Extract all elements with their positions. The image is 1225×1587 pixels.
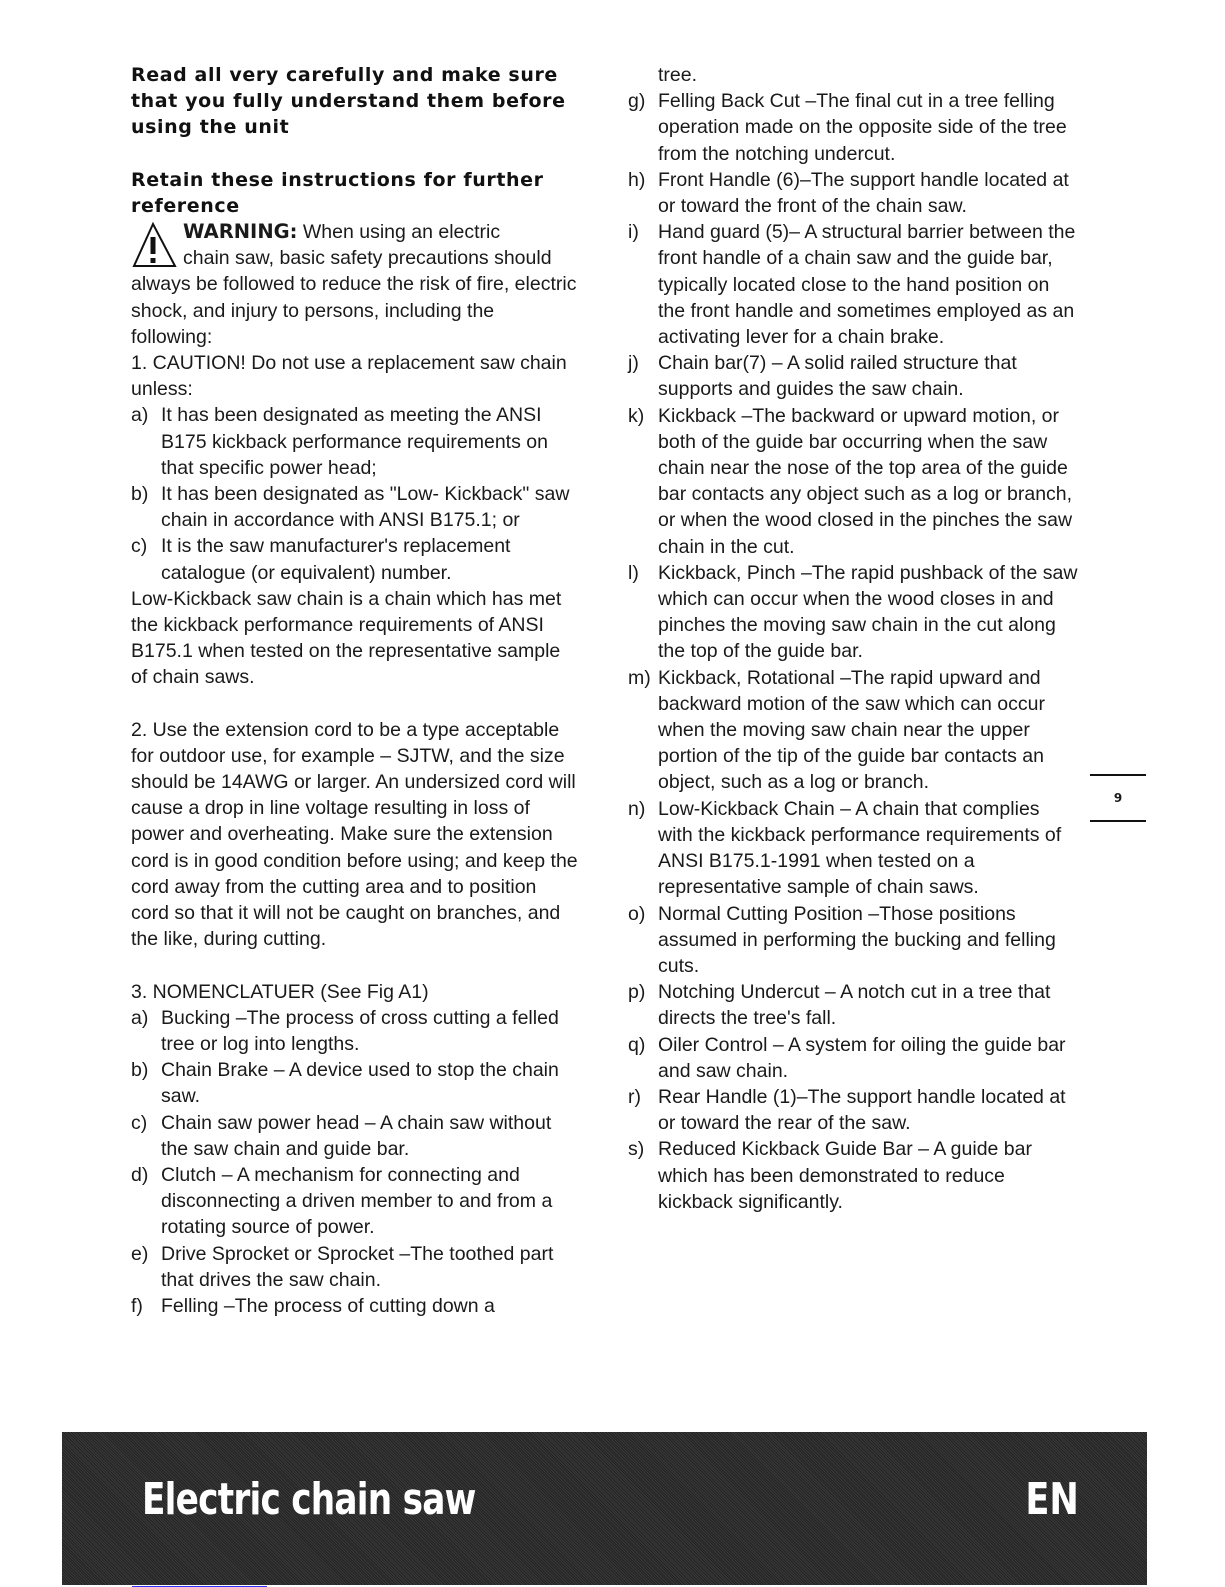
list-item <box>131 1162 579 1241</box>
warning-text-cont: chain saw, basic safety precautions should always be followed to reduce the risk of fire, electric shock, and injury to persons, including the following: <box>131 247 577 348</box>
list-item-label: b) <box>131 483 149 506</box>
list-item <box>628 219 1078 350</box>
list-item <box>628 403 1078 560</box>
language-code: EN <box>1025 1474 1079 1525</box>
list-item-text: Normal Cutting Position –Those positions assumed in performing the bucking and felling cuts. <box>658 902 1056 977</box>
list-item <box>628 901 1078 980</box>
list-item <box>131 1057 579 1109</box>
list-item-text: Hand guard (5)– A structural barrier between the front handle of a chain saw and the guide bar, typically located close to the hand position on the front handle and sometimes employed as an activating lever for a chain brake. <box>658 221 1076 349</box>
list-item <box>628 1084 1078 1136</box>
list-item-text: Chain Brake – A device used to stop the chain saw. <box>161 1059 559 1108</box>
list-item-text: Drive Sprocket or Sprocket –The toothed part that drives the saw chain. <box>161 1242 554 1291</box>
list-item-label: d) <box>131 1163 149 1186</box>
list-item-label: s) <box>628 1138 645 1161</box>
list-item <box>628 560 1078 665</box>
list-item-label: i) <box>628 221 639 244</box>
list-item-label: o) <box>628 902 646 925</box>
list-item-text: Felling Back Cut –The final cut in a tree felling operation made on the opposite side of the tree from the notching undercut. <box>658 90 1067 165</box>
list-item-text: Kickback, Rotational –The rapid upward and backward motion of the saw which can occur when the moving saw chain near the upper portion of the tip of the guide bar contacts an object, such as a log or branch. <box>658 666 1045 794</box>
list-item <box>628 1136 1078 1215</box>
list-item-label: a) <box>131 404 149 427</box>
list-item-label: c) <box>131 1111 148 1134</box>
list-item-label: h) <box>628 168 646 191</box>
list-item <box>131 533 579 585</box>
list-item-text: Felling –The process of cutting down a <box>161 1294 495 1317</box>
page-number: 9 <box>1090 774 1146 822</box>
heading-retain-instructions: Retain these instructions for further reference <box>131 168 544 217</box>
list-item-text: Clutch – A mechanism for connecting and disconnecting a driven member to and from a rotating source of power. <box>161 1163 553 1239</box>
list-item <box>131 1110 579 1162</box>
right-column <box>628 62 1078 1215</box>
list-item-label: e) <box>131 1242 149 1265</box>
list-item-label: r) <box>628 1085 641 1108</box>
list-item <box>628 796 1078 901</box>
list-item-label: l) <box>628 561 639 584</box>
list-item-text: Front Handle (6)–The support handle located at or toward the front of the chain saw. <box>658 168 1069 218</box>
list-item <box>131 1005 579 1057</box>
list-item-label: q) <box>628 1033 646 1056</box>
list-item-label: n) <box>628 797 646 820</box>
low-kickback-text: Low-Kickback saw chain is a chain which has met the kickback performance requirements of ANSI B175.1 when tested on the representative sample of chain saws. <box>131 587 562 689</box>
list-item-text: Reduced Kickback Guide Bar – A guide bar which has been demonstrated to reduce kickback significantly. <box>658 1138 1032 1213</box>
list-item-label: a) <box>131 1006 149 1029</box>
list-item-text: Bucking –The process of cross cutting a felled tree or log into lengths. <box>161 1006 559 1055</box>
heading-read-carefully: Read all very carefully and make sure that you fully understand them before using the unit <box>131 64 566 139</box>
list-item-text: It has been designated as meeting the ANSI B175 kickback performance requirements on that specific power head; <box>161 404 548 479</box>
list-item-text: Notching Undercut – A notch cut in a tree that directs the tree's fall. <box>658 981 1051 1030</box>
list-item-label: b) <box>131 1059 149 1082</box>
caution-text: 1. CAUTION! Do not use a replacement saw chain unless: <box>131 352 567 401</box>
list-item-text: Kickback –The backward or upward motion, or both of the guide bar occurring when the saw chain near the nose of the top area of the guide bar contacts any object such as a log or branch, or when the wood closed in the pinches the saw chain in the cut. <box>658 404 1073 558</box>
footer-title: Electric chain saw <box>142 1474 476 1525</box>
list-item-text: Kickback, Pinch –The rapid pushback of the saw which can occur when the wood closes in and pinches the moving saw chain in the cut along the top of the guide bar. <box>658 561 1078 663</box>
list-item-label: k) <box>628 404 645 427</box>
list-item <box>131 402 579 481</box>
list-item <box>628 167 1078 219</box>
list-item-label: j) <box>628 352 639 375</box>
warning-paragraph <box>131 219 579 350</box>
warning-triangle-icon <box>131 221 183 269</box>
footer-banner <box>62 1432 1147 1585</box>
list-item <box>628 88 1078 167</box>
list-item <box>131 481 579 533</box>
warning-label: WARNING: <box>183 220 298 244</box>
list-item-text: It has been designated as "Low- Kickback" saw chain in accordance with ANSI B175.1; or <box>161 483 570 532</box>
left-column <box>131 62 579 1319</box>
list-item-text: Oiler Control – A system for oiling the guide bar and saw chain. <box>658 1033 1066 1082</box>
list-item-label: p) <box>628 981 646 1004</box>
list-item-text: It is the saw manufacturer's replacement catalogue (or equivalent) number. <box>161 535 511 584</box>
list-item-label: c) <box>131 535 148 558</box>
list-item-text: Chain bar(7) – A solid railed structure that supports and guides the saw chain. <box>658 352 1017 401</box>
nomenclature-heading: 3. NOMENCLATUER (See Fig A1) <box>131 980 429 1003</box>
list-item <box>628 1032 1078 1084</box>
extension-cord-text: 2. Use the extension cord to be a type acceptable for outdoor use, for example – SJTW, and the size should be 14AWG or larger. An undersized cord will cause a drop in line voltage resulting in loss of power and overheating. Make sure the extension cord is in good condition before using; and keep the cord away from the cutting area and to position cord so that it will not be caught on branches, and the like, during cutting. <box>131 718 578 951</box>
list-item-text: Rear Handle (1)–The support handle located at or toward the rear of the saw. <box>658 1085 1066 1135</box>
list-item <box>131 1241 579 1293</box>
list-item-label: f) <box>131 1294 143 1317</box>
list-item <box>628 979 1078 1031</box>
list-item <box>628 350 1078 402</box>
list-item <box>628 665 1078 796</box>
list-item-text: Low-Kickback Chain – A chain that complies with the kickback performance requirements of ANSI B175.1-1991 when tested on a representative sample of chain saws. <box>658 797 1062 899</box>
list-item-label: m) <box>628 666 651 689</box>
list-item-text: Chain saw power head – A chain saw without the saw chain and guide bar. <box>161 1111 552 1160</box>
continued-text: tree. <box>658 64 698 86</box>
list-item <box>131 1293 579 1319</box>
warning-text: When using an electric <box>297 221 501 244</box>
list-item-label: g) <box>628 90 646 113</box>
